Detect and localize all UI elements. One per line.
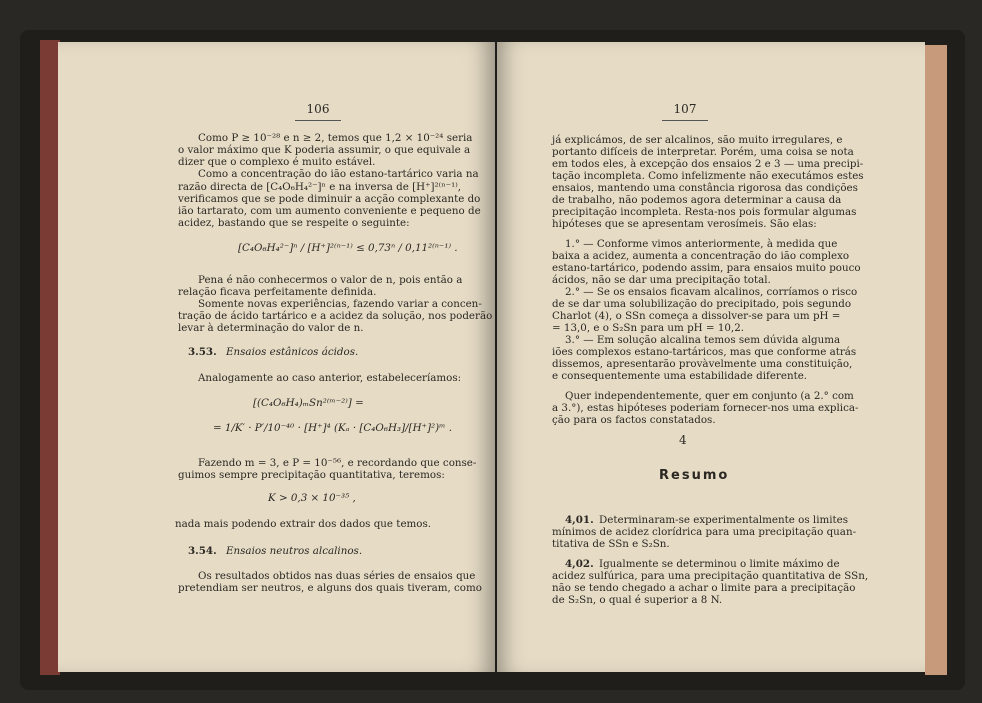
- text-line: Pena é não conhecermos o valor de n, pois então a: [198, 274, 463, 286]
- text-line: Fazendo m = 3, e P = 10⁻⁵⁶, e recordando que conse-: [198, 457, 477, 469]
- text-line: Determinaram-se experimentalmente os limites: [599, 514, 849, 526]
- summary-number: 4,01.: [565, 514, 594, 526]
- right-page: [497, 42, 925, 672]
- equation: K > 0,3 × 10⁻³⁵ ,: [268, 492, 356, 504]
- chapter-number: 4: [679, 433, 687, 447]
- text-line: o valor máximo que K poderia assumir, o que equivale a: [178, 144, 471, 156]
- equation: = 1/K′ · P′/10⁻⁴⁰ · [H⁺]⁴ (Kₐ · [C₄O₆H₃]/[H⁺]²)ᵐ .: [213, 422, 453, 434]
- summary-number: 4,02.: [565, 558, 594, 570]
- section-number: 3.54.: [188, 545, 217, 557]
- text-line: 2.° — Se os ensaios ficavam alcalinos, corríamos o risco: [565, 286, 858, 298]
- text-line: mínimos de acidez clorídrica para uma precipitação quan-: [552, 526, 857, 538]
- text-line: precipitação incompleta. Resta-nos pois formular algumas: [552, 206, 857, 218]
- text-line: ensaios, mantendo uma constância rigorosa das condições: [552, 182, 858, 194]
- text-line: ção para os factos constatados.: [552, 414, 716, 426]
- text-line: nada mais podendo extrair dos dados que temos.: [175, 518, 432, 530]
- text-line: Charlot (4), o SSn começa a dissolver-se para um pH =: [552, 310, 841, 322]
- text-line: tação incompleta. Como infelizmente não executámos estes: [552, 170, 864, 182]
- text-line: hipóteses que se apresentam verosímeis. São elas:: [552, 218, 817, 230]
- text-line: titativa de SSn e S₂Sn.: [552, 538, 670, 550]
- text-line: verificamos que se pode diminuir a acção complexante do: [178, 193, 481, 205]
- text-line: ácidos, não se dar uma precipitação total.: [552, 274, 771, 286]
- left-page-edges: [40, 40, 60, 675]
- right-page-edges: [925, 45, 947, 675]
- equation: [(C₄O₆H₄)ₘSn²⁽ᵐ⁻²⁾] =: [253, 397, 364, 409]
- text-line: de S₂Sn, o qual é superior a 8 N.: [552, 594, 723, 606]
- text-line: iões complexos estano-tartáricos, mas que conforme atrás: [552, 346, 857, 358]
- equation: [C₄O₆H₄²⁻]ⁿ / [H⁺]²⁽ⁿ⁻¹⁾ ≤ 0,73ⁿ / 0,11²⁽ⁿ⁻¹⁾ .: [238, 242, 458, 254]
- text-line: não se tendo chegado a achar o limite para a precipitação: [552, 582, 856, 594]
- text-line: de trabalho, não podemos agora determinar a causa da: [552, 194, 842, 206]
- page-number: 107: [673, 102, 697, 116]
- text-line: guimos sempre precipitação quantitativa, teremos:: [178, 469, 445, 481]
- text-line: dizer que o complexo é muito estável.: [178, 156, 376, 168]
- text-line: baixa a acidez, aumenta a concentração do ião complexo: [552, 250, 850, 262]
- page-number-rule: [295, 120, 341, 121]
- section-number: 3.53.: [188, 346, 217, 358]
- text-line: 3.° — Em solução alcalina temos sem dúvida alguma: [565, 334, 841, 346]
- text-line: razão directa de [C₄O₆H₄²⁻]ⁿ e na inversa de [H⁺]²⁽ⁿ⁻¹⁾,: [178, 181, 462, 193]
- text-line: estano-tartárico, podendo assim, para ensaios muito pouco: [552, 262, 861, 274]
- text-line: Como a concentração do ião estano-tartárico varia na: [198, 168, 479, 180]
- text-line: tração de ácido tartárico e a acidez da solução, nos poderão: [178, 310, 493, 322]
- page-number-rule: [662, 120, 708, 121]
- text-line: portanto difíceis de interpretar. Porém, uma coisa se nota: [552, 146, 854, 158]
- text-line: = 13,0, e o S₂Sn para um pH = 10,2.: [552, 322, 745, 334]
- text-line: dissemos, apresentarão provàvelmente uma constituição,: [552, 358, 853, 370]
- section-title: Ensaios estânicos ácidos.: [226, 346, 359, 358]
- page-number: 106: [306, 102, 330, 116]
- text-line: pretendiam ser neutros, e alguns dos quais tiveram, como: [178, 582, 482, 594]
- text-line: Analogamente ao caso anterior, estabeleceríamos:: [198, 372, 462, 384]
- text-line: relação ficava perfeitamente definida.: [178, 286, 377, 298]
- text-line: Como P ≥ 10⁻²⁸ e n ≥ 2, temos que 1,2 × 10⁻²⁴ seria: [198, 132, 473, 144]
- text-line: em todos eles, à excepção dos ensaios 2 e 3 — uma precipi-: [552, 158, 864, 170]
- text-line: levar à determinação do valor de n.: [178, 322, 364, 334]
- text-line: Quer independentemente, quer em conjunto (a 2.° com: [565, 390, 854, 402]
- text-line: acidez sulfúrica, para uma precipitação quantitativa de SSn,: [552, 570, 869, 582]
- text-line: a 3.°), estas hipóteses poderiam fornecer-nos uma explica-: [552, 402, 859, 414]
- text-line: Igualmente se determinou o limite máximo de: [599, 558, 840, 570]
- chapter-title: Resumo: [659, 468, 730, 483]
- section-title: Ensaios neutros alcalinos.: [226, 545, 363, 557]
- left-page: [58, 42, 495, 672]
- text-line: 1.° — Conforme vimos anteriormente, à medida que: [565, 238, 838, 250]
- text-line: acidez, bastando que se respeite o seguinte:: [178, 217, 410, 229]
- text-line: ião tartarato, com um aumento conveniente e pequeno de: [178, 205, 481, 217]
- text-line: e consequentemente uma estabilidade diferente.: [552, 370, 808, 382]
- text-line: Somente novas experiências, fazendo variar a concen-: [198, 298, 482, 310]
- text-line: já explicámos, de ser alcalinos, são muito irregulares, e: [552, 134, 843, 146]
- text-line: Os resultados obtidos nas duas séries de ensaios que: [198, 570, 476, 582]
- text-line: de se dar uma solubilização do precipitado, pois segundo: [552, 298, 852, 310]
